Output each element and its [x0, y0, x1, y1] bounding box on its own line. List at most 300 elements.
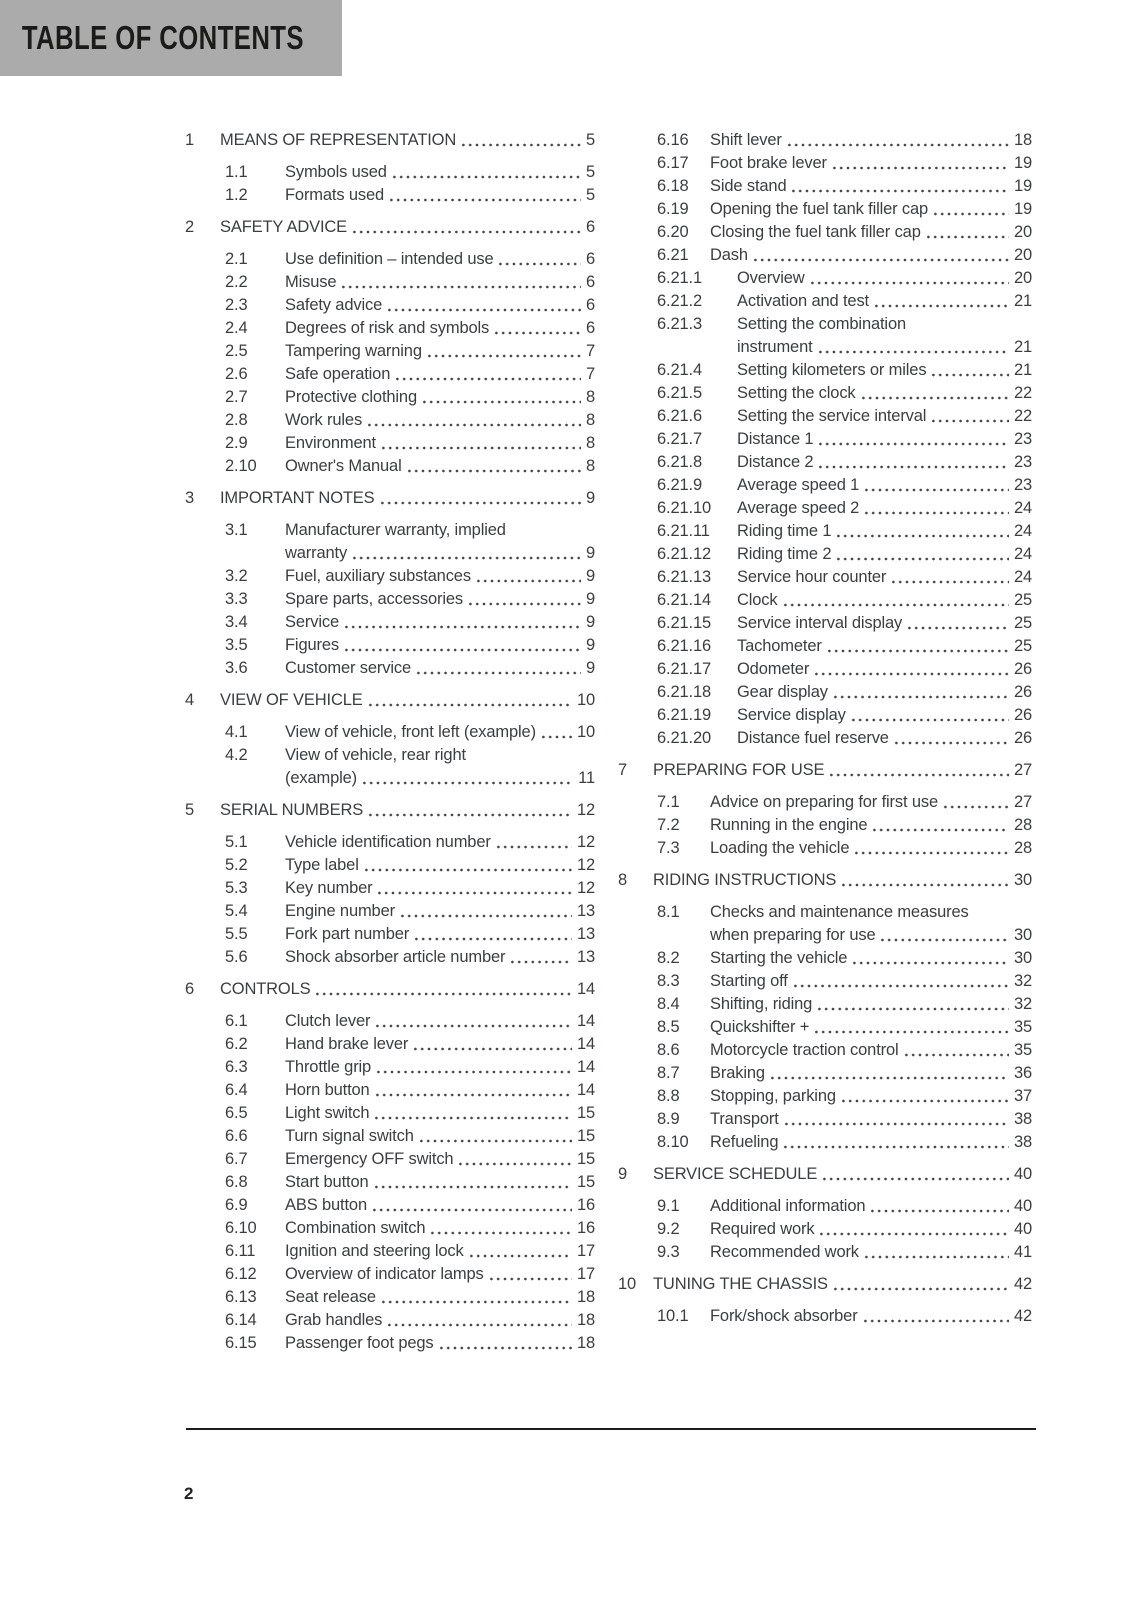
toc-entry-page: 14 [576, 1035, 595, 1053]
toc-entry-page: 27 [1013, 793, 1032, 811]
dot-leader [351, 555, 581, 561]
toc-entry-page: 30 [1013, 871, 1032, 889]
toc-entry-number: 4.1 [225, 723, 248, 741]
toc-entry-page: 15 [576, 1173, 595, 1191]
toc-entry-title: Figures [285, 636, 339, 654]
toc-entry-page: 10 [576, 723, 595, 741]
toc-entry-title: Fuel, auxiliary substances [285, 567, 471, 585]
toc-entry-number: 6.6 [225, 1127, 248, 1145]
toc-entry-number: 2.8 [225, 411, 248, 429]
toc-entry-page: 24 [1013, 499, 1032, 517]
toc-entry-row [657, 520, 1032, 543]
toc-entry-number: 3.1 [225, 521, 248, 539]
toc-entry-row [657, 474, 1032, 497]
toc-entry-page: 21 [1013, 292, 1032, 310]
toc-entry-title: Average speed 2 [737, 499, 860, 517]
toc-entry-page: 13 [576, 902, 595, 920]
toc-entry-page: 7 [585, 342, 595, 360]
toc-entry-page: 20 [1013, 246, 1032, 264]
toc-entry-number: 3.3 [225, 590, 248, 608]
toc-entry-title: Motorcycle traction control [710, 1041, 899, 1059]
toc-section-row [185, 689, 595, 712]
toc-entry-row [225, 1148, 595, 1171]
toc-entry-number: 9 [618, 1165, 628, 1183]
toc-section-row [185, 487, 595, 510]
toc-entry-title: TUNING THE CHASSIS [653, 1275, 828, 1293]
toc-entry-page: 38 [1013, 1110, 1032, 1128]
toc-entry-number: 6.21.11 [657, 522, 710, 540]
toc-entry-number: 5 [185, 801, 195, 819]
toc-entry-row [225, 900, 595, 923]
toc-entry-title: Odometer [737, 660, 810, 678]
toc-entry-number: 2.9 [225, 434, 248, 452]
toc-entry-number: 6.17 [657, 154, 689, 172]
toc-entry-number: 6.20 [657, 223, 689, 241]
dot-leader [813, 1029, 1009, 1035]
dot-leader [840, 882, 1009, 888]
toc-entry-title: Misuse [285, 273, 337, 291]
dot-leader [862, 1318, 1009, 1324]
toc-entry-row [657, 681, 1032, 704]
dot-leader [371, 1207, 572, 1213]
toc-entry-page: 5 [585, 163, 595, 181]
dot-leader [375, 1069, 572, 1075]
toc-entry-number: 6.21.3 [657, 315, 702, 333]
toc-entry-title: RIDING INSTRUCTIONS [653, 871, 837, 889]
toc-entry-row [657, 405, 1032, 428]
toc-entry-title: Gear display [737, 683, 828, 701]
toc-left-column [185, 129, 595, 1355]
toc-entry-number: 1.1 [225, 163, 248, 181]
dot-leader [429, 1230, 572, 1236]
dot-leader [782, 602, 1009, 608]
dot-leader [863, 487, 1009, 493]
toc-entry-number: 6.5 [225, 1104, 248, 1122]
toc-entry-row [225, 744, 595, 767]
toc-entry-number: 6.21.18 [657, 683, 712, 701]
toc-entry-title: MEANS OF REPRESENTATION [220, 131, 457, 149]
dot-leader [343, 624, 581, 630]
dot-leader [782, 1144, 1009, 1150]
toc-entry-title: Loading the vehicle [710, 839, 850, 857]
toc-entry-title: Dash [710, 246, 748, 264]
toc-entry-page: 6 [585, 319, 595, 337]
toc-entry-page: 9 [585, 489, 595, 507]
toc-entry-row [657, 359, 1032, 382]
dot-leader [890, 579, 1009, 585]
dot-leader [361, 780, 573, 786]
toc-section-row [618, 1163, 1032, 1186]
toc-entry-row [225, 588, 595, 611]
dot-leader [406, 468, 581, 474]
toc-entry-number: 2.5 [225, 342, 248, 360]
dot-leader [314, 991, 571, 997]
toc-entry-page: 14 [576, 1081, 595, 1099]
toc-entry-number: 6.21.10 [657, 499, 712, 517]
toc-entry-row [225, 271, 595, 294]
toc-entry-title: Transport [710, 1110, 779, 1128]
toc-entry-number: 5.5 [225, 925, 248, 943]
toc-entry-number: 3.5 [225, 636, 248, 654]
dot-leader [413, 936, 572, 942]
toc-entry-number: 6.21.8 [657, 453, 702, 471]
toc-entry-number: 10.1 [657, 1307, 689, 1325]
toc-entry-row [657, 129, 1032, 152]
dot-leader [388, 197, 581, 203]
dot-leader [399, 913, 572, 919]
toc-entry-page: 16 [576, 1219, 595, 1237]
toc-entry-page: 42 [1013, 1307, 1032, 1325]
dot-leader [851, 960, 1009, 966]
toc-entry-number: 6.15 [225, 1334, 257, 1352]
toc-entry-number: 2.10 [225, 457, 257, 475]
dot-leader [840, 1098, 1009, 1104]
dot-leader [366, 422, 581, 428]
toc-entry-row [657, 543, 1032, 566]
toc-entry-title: CONTROLS [220, 980, 311, 998]
toc-entry-page: 40 [1013, 1165, 1032, 1183]
toc-entry-row [657, 198, 1032, 221]
toc-entry-number: 6.2 [225, 1035, 248, 1053]
toc-entry-title: Side stand [710, 177, 787, 195]
toc-entry-page: 18 [576, 1311, 595, 1329]
toc-entry-row-continuation [225, 542, 595, 565]
toc-entry-page: 26 [1013, 660, 1032, 678]
toc-entry-title: View of vehicle, rear right [285, 746, 466, 764]
toc-entry-row [657, 244, 1032, 267]
toc-entry-number: 6.14 [225, 1311, 257, 1329]
toc-entry-title: SERVICE SCHEDULE [653, 1165, 818, 1183]
toc-entry-page: 12 [576, 801, 595, 819]
toc-entry-row [225, 1263, 595, 1286]
toc-entry-number: 5.3 [225, 879, 248, 897]
toc-entry-row [225, 1033, 595, 1056]
toc-entry-number: 8.5 [657, 1018, 680, 1036]
toc-entry-page: 9 [585, 659, 595, 677]
dot-leader [832, 1286, 1009, 1292]
toc-entry-number: 6.21.5 [657, 384, 702, 402]
toc-entry-row [225, 1217, 595, 1240]
toc-entry-page: 18 [576, 1334, 595, 1352]
toc-entry-page: 37 [1013, 1087, 1032, 1105]
toc-entry-row [657, 970, 1032, 993]
dot-leader [817, 441, 1008, 447]
toc-section-row [618, 759, 1032, 782]
toc-entry-title: Required work [710, 1220, 815, 1238]
dot-leader [391, 174, 581, 180]
toc-entry-row [657, 451, 1032, 474]
toc-entry-page: 21 [1013, 361, 1032, 379]
toc-columns [185, 129, 1032, 1355]
toc-entry-number: 6.21.12 [657, 545, 712, 563]
toc-entry-row [225, 519, 595, 542]
dot-leader [493, 330, 581, 336]
toc-entry-title: Spare parts, accessories [285, 590, 463, 608]
toc-entry-title: Engine number [285, 902, 395, 920]
toc-entry-title: Recommended work [710, 1243, 859, 1261]
toc-entry-number: 6.19 [657, 200, 689, 218]
dot-leader [831, 165, 1009, 171]
toc-entry-number: 6.4 [225, 1081, 248, 1099]
dot-leader [879, 937, 1008, 943]
dot-leader [942, 804, 1009, 810]
toc-entry-title: Vehicle identification number [285, 833, 491, 851]
toc-entry-title: Activation and test [737, 292, 869, 310]
toc-entry-page: 9 [585, 544, 595, 562]
dot-leader [374, 1023, 572, 1029]
toc-entry-number: 1 [185, 131, 195, 149]
toc-entry-title: Safety advice [285, 296, 383, 314]
toc-entry-number: 8.4 [657, 995, 680, 1013]
toc-entry-title: Degrees of risk and symbols [285, 319, 490, 337]
dot-leader [860, 395, 1009, 401]
toc-entry-row [657, 382, 1032, 405]
dot-leader [853, 850, 1009, 856]
toc-entry-page: 20 [1013, 269, 1032, 287]
toc-entry-number: 2 [185, 218, 195, 236]
dot-leader [871, 827, 1009, 833]
toc-entry-title: Overview of indicator lamps [285, 1265, 484, 1283]
toc-entry-title: SAFETY ADVICE [220, 218, 348, 236]
toc-entry-row [657, 791, 1032, 814]
toc-entry-number: 2.6 [225, 365, 248, 383]
dot-leader [495, 844, 572, 850]
toc-entry-page: 19 [1013, 200, 1032, 218]
toc-entry-row [657, 1085, 1032, 1108]
toc-entry-number: 8.7 [657, 1064, 680, 1082]
toc-entry-number: 6.21.15 [657, 614, 712, 632]
toc-entry-row [657, 901, 1032, 924]
dot-leader [792, 983, 1009, 989]
toc-entry-row [657, 1305, 1032, 1328]
dot-leader [817, 349, 1009, 355]
toc-entry-number: 8.8 [657, 1087, 680, 1105]
dot-leader [835, 533, 1009, 539]
toc-entry-title: Setting kilometers or miles [737, 361, 927, 379]
toc-entry-page: 11 [578, 769, 595, 787]
toc-entry-page: 26 [1013, 706, 1032, 724]
toc-entry-page: 24 [1013, 522, 1032, 540]
toc-entry-number: 7 [618, 761, 628, 779]
toc-entry-title: SERIAL NUMBERS [220, 801, 364, 819]
dot-leader [821, 1176, 1009, 1182]
toc-entry-row [225, 946, 595, 969]
toc-entry-title: Owner's Manual [285, 457, 402, 475]
toc-entry-number: 8.10 [657, 1133, 689, 1151]
toc-entry-page: 20 [1013, 223, 1032, 241]
toc-entry-title: Starting the vehicle [710, 949, 848, 967]
dot-leader [863, 1254, 1009, 1260]
toc-entry-number: 2.2 [225, 273, 248, 291]
toc-entry-title: Safe operation [285, 365, 391, 383]
toc-entry-number: 7.1 [657, 793, 680, 811]
page-title: TABLE OF CONTENTS [21, 19, 304, 56]
toc-entry-title: Shift lever [710, 131, 782, 149]
toc-entry-number: 6.8 [225, 1173, 248, 1191]
dot-leader [438, 1345, 572, 1351]
toc-entry-row [225, 161, 595, 184]
toc-entry-title: View of vehicle, front left (example) [285, 723, 536, 741]
toc-entry-page: 14 [576, 980, 595, 998]
toc-entry-number: 6.21.16 [657, 637, 712, 655]
toc-entry-number: 5.1 [225, 833, 248, 851]
toc-entry-row [657, 947, 1032, 970]
toc-entry-title: Fork/shock absorber [710, 1307, 858, 1325]
toc-entry-title: Fork part number [285, 925, 410, 943]
dot-leader [367, 702, 572, 708]
dot-leader [509, 959, 572, 965]
toc-entry-title: Start button [285, 1173, 369, 1191]
toc-entry-page: 6 [585, 250, 595, 268]
dot-leader [786, 142, 1009, 148]
toc-entry-row [657, 814, 1032, 837]
dot-leader [376, 890, 571, 896]
dot-leader [380, 445, 581, 451]
toc-entry-page: 12 [576, 833, 595, 851]
toc-entry-row [225, 1332, 595, 1355]
toc-entry-page: 6 [585, 218, 595, 236]
toc-entry-number: 7.2 [657, 816, 680, 834]
toc-entry-title: Additional information [710, 1197, 866, 1215]
toc-entry-number: 2.3 [225, 296, 248, 314]
toc-entry-number: 6.11 [225, 1242, 256, 1260]
dot-leader [835, 556, 1009, 562]
toc-entry-title: Hand brake lever [285, 1035, 409, 1053]
toc-entry-number: 5.2 [225, 856, 248, 874]
toc-entry-number: 8.9 [657, 1110, 680, 1128]
toc-entry-title: Customer service [285, 659, 411, 677]
toc-section-row [185, 978, 595, 1001]
toc-entry-number: 3 [185, 489, 195, 507]
toc-entry-number: 6.21.9 [657, 476, 702, 494]
toc-entry-row [657, 290, 1032, 313]
toc-entry-row [225, 1286, 595, 1309]
toc-entry-row [225, 854, 595, 877]
toc-entry-title: Protective clothing [285, 388, 417, 406]
dot-leader [386, 307, 581, 313]
toc-entry-row [657, 1062, 1032, 1085]
toc-entry-row [225, 721, 595, 744]
toc-entry-number: 6.3 [225, 1058, 248, 1076]
toc-entry-title: Stopping, parking [710, 1087, 836, 1105]
toc-entry-title: Throttle grip [285, 1058, 372, 1076]
toc-entry-row [225, 455, 595, 478]
footer-divider-line [186, 1428, 1036, 1430]
toc-entry-row [225, 1102, 595, 1125]
toc-entry-page: 23 [1013, 453, 1032, 471]
toc-entry-page: 9 [585, 590, 595, 608]
toc-entry-title: Clock [737, 591, 778, 609]
toc-entry-title: Symbols used [285, 163, 387, 181]
dot-leader [467, 601, 581, 607]
toc-entry-number: 2.7 [225, 388, 248, 406]
toc-entry-number: 2.1 [225, 250, 248, 268]
dot-leader [343, 647, 581, 653]
dot-leader [828, 772, 1009, 778]
toc-entry-title: Closing the fuel tank filler cap [710, 223, 921, 241]
toc-entry-row [225, 248, 595, 271]
dot-leader [769, 1075, 1009, 1081]
toc-entry-page: 30 [1013, 926, 1032, 944]
toc-entry-number: 8.1 [657, 903, 680, 921]
toc-entry-page: 35 [1013, 1041, 1032, 1059]
dot-leader [826, 648, 1009, 654]
dot-leader [850, 717, 1009, 723]
toc-entry-number: 6.21.20 [657, 729, 712, 747]
dot-leader [863, 510, 1009, 516]
toc-entry-row [225, 877, 595, 900]
toc-section-row [185, 129, 595, 152]
toc-entry-page: 26 [1013, 683, 1032, 701]
toc-entry-page: 6 [585, 296, 595, 314]
toc-entry-title: Setting the service interval [737, 407, 927, 425]
dot-leader [379, 500, 581, 506]
toc-entry-row [657, 704, 1032, 727]
dot-leader [869, 1208, 1009, 1214]
dot-leader [460, 142, 581, 148]
toc-entry-row [225, 386, 595, 409]
toc-entry-number: 6.21.4 [657, 361, 702, 379]
toc-entry-row [225, 565, 595, 588]
dot-leader [809, 280, 1009, 286]
dot-leader [816, 1006, 1009, 1012]
toc-entry-number: 8.6 [657, 1041, 680, 1059]
toc-entry-title: Formats used [285, 186, 385, 204]
dot-leader [817, 464, 1008, 470]
dot-leader [386, 1322, 572, 1328]
toc-entry-number: 7.3 [657, 839, 680, 857]
toc-entry-row [657, 1218, 1032, 1241]
toc-entry-title: Service interval display [737, 614, 903, 632]
toc-entry-title: Environment [285, 434, 376, 452]
toc-section-row [618, 1273, 1032, 1296]
toc-entry-title: Seat release [285, 1288, 376, 1306]
dot-leader [340, 284, 581, 290]
toc-entry-row [225, 363, 595, 386]
toc-entry-row [225, 611, 595, 634]
dot-leader [790, 188, 1008, 194]
toc-right-column [618, 129, 1032, 1355]
toc-entry-title: PREPARING FOR USE [653, 761, 825, 779]
toc-entry-number: 6.7 [225, 1150, 248, 1168]
toc-entry-title: Type label [285, 856, 359, 874]
toc-entry-title: Use definition – intended use [285, 250, 494, 268]
toc-entry-number: 6.13 [225, 1288, 257, 1306]
toc-entry-title: Foot brake lever [710, 154, 827, 172]
toc-entry-title: Tachometer [737, 637, 822, 655]
toc-entry-page: 25 [1013, 614, 1032, 632]
toc-entry-page: 14 [576, 1058, 595, 1076]
toc-entry-number: 8.3 [657, 972, 680, 990]
toc-entry-row [657, 1195, 1032, 1218]
toc-entry-number: 6.18 [657, 177, 689, 195]
toc-entry-number: 6.16 [657, 131, 689, 149]
dot-leader [930, 372, 1009, 378]
toc-entry-title: Running in the engine [710, 816, 868, 834]
toc-entry-page: 12 [576, 856, 595, 874]
toc-entry-page: 15 [576, 1127, 595, 1145]
toc-entry-page: 14 [576, 1012, 595, 1030]
dot-leader [832, 694, 1009, 700]
toc-entry-number: 6.9 [225, 1196, 248, 1214]
toc-entry-title: Riding time 2 [737, 545, 832, 563]
toc-entry-page: 23 [1013, 430, 1032, 448]
toc-entry-title: Average speed 1 [737, 476, 860, 494]
toc-entry-title: Grab handles [285, 1311, 383, 1329]
toc-entry-row [657, 589, 1032, 612]
toc-entry-title: instrument [737, 338, 813, 356]
toc-entry-row [657, 221, 1032, 244]
